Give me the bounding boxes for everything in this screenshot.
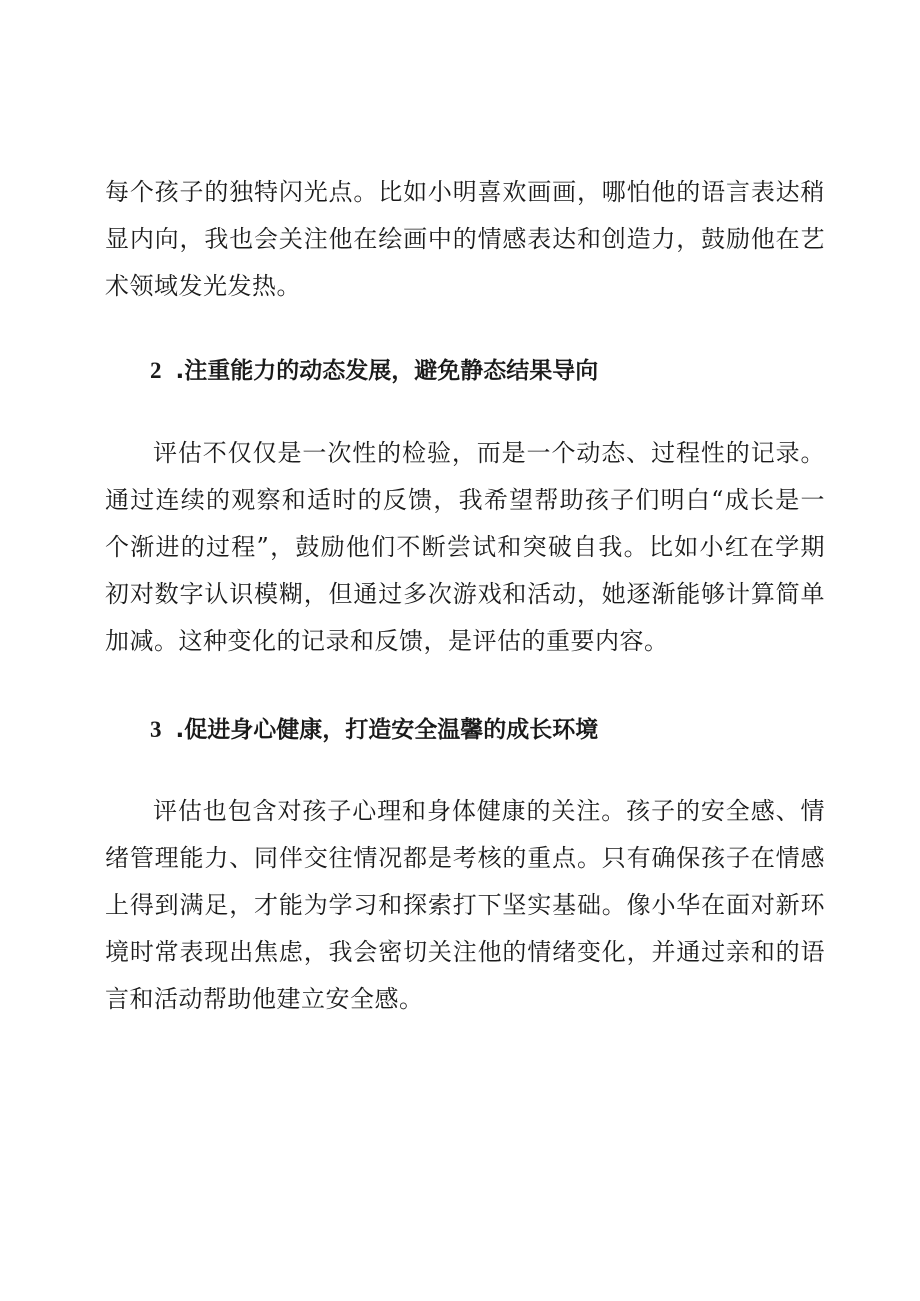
body-paragraph: 评估不仅仅是一次性的检验，而是一个动态、过程性的记录。通过连续的观察和适时的反馈，我希望帮助孩子们明白“成长是一个渐进的过程”，鼓励他们不断尝试和突破自我。比如小红在学期初对数字认识模糊，但通过多次游戏和活动，她逐渐能够计算简单加减。这种变化的记录和反馈，是评估的重要内容。 [105, 439, 825, 655]
body-paragraph: 每个孩子的独特闪光点。比如小明喜欢画画，哪怕他的语言表达稍显内向，我也会关注他在绘画中的情感表达和创造力，鼓励他在艺术领域发光发热。 [105, 178, 825, 300]
body-paragraph: 评估也包含对孩子心理和身体健康的关注。孩子的安全感、情绪管理能力、同伴交往情况都是考核的重点。只有确保孩子在情感上得到满足，才能为学习和探索打下坚实基础。像小华在面对新环境时常表现出焦虑，我会密切关注他的情绪变化，并通过亲和的语言和活动帮助他建立安全感。 [105, 797, 825, 1013]
section-number: 2 [150, 358, 162, 383]
section-title: .促进身心健康，打造安全温馨的成长环境 [175, 717, 599, 743]
section-number: 3 [150, 717, 162, 742]
section-title: .注重能力的动态发展，避免静态结果导向 [175, 358, 599, 384]
section-heading [150, 714, 598, 746]
section-heading [150, 355, 598, 387]
